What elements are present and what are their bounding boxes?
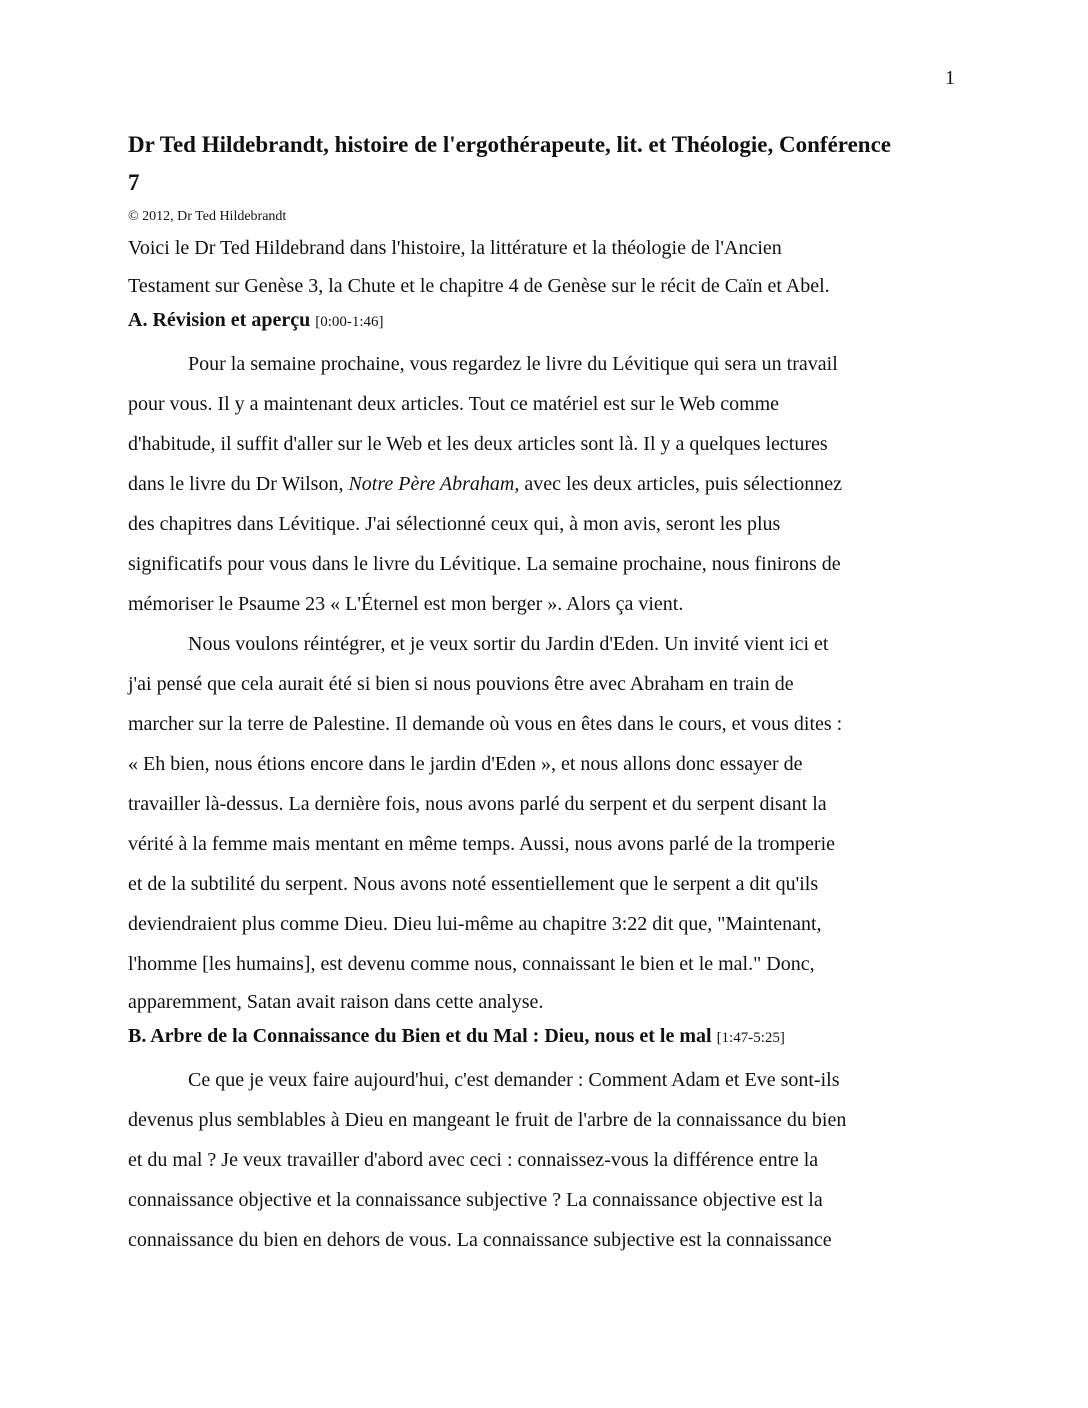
title-line: Dr Ted Hildebrandt, histoire de l'ergothérapeute, lit. et Théologie, Conférence [128,132,891,157]
paragraph [128,344,960,624]
intro-paragraph [128,228,960,304]
section-timestamp: [1:47-5:25] [716,1030,785,1046]
section-heading-a [128,304,960,338]
title-line: 7 [128,170,140,195]
text-line: j'ai pensé que cela aurait été si bien si nous pouvions être avec Abraham en train de [128,673,794,695]
paragraph [128,1060,960,1260]
section-title: B. Arbre de la Connaissance du Bien et du Mal : Dieu, nous et le mal [128,1025,712,1047]
text-line: « Eh bien, nous étions encore dans le jardin d'Eden », et nous allons donc essayer de [128,753,803,775]
document-title [128,126,960,202]
text-segment: dans le livre du Dr Wilson, [128,473,349,495]
text-line: deviendraient plus comme Dieu. Dieu lui-même au chapitre 3:22 dit que, "Maintenant, [128,913,822,935]
text-segment: avec les deux articles, puis sélectionnez [519,473,843,495]
text-line: Nous voulons réintégrer, et je veux sortir du Jardin d'Eden. Un invité vient ici et [188,633,829,655]
section-timestamp: [0:00-1:46] [315,314,384,330]
text-line: connaissance objective et la connaissance subjective ? La connaissance objective est la [128,1189,823,1211]
document-body [128,126,960,1260]
text-line [128,464,960,504]
text-line: Testament sur Genèse 3, la Chute et le chapitre 4 de Genèse sur le récit de Caïn et Abel. [128,275,830,297]
text-line: l'homme [les humains], est devenu comme nous, connaissant le bien et le mal." Donc, [128,953,815,975]
page-number: 1 [945,67,955,89]
text-line: devenus plus semblables à Dieu en mangeant le fruit de l'arbre de la connaissance du bien [128,1109,847,1131]
text-line: pour vous. Il y a maintenant deux articles. Tout ce matériel est sur le Web comme [128,393,780,415]
text-line: des chapitres dans Lévitique. J'ai sélectionné ceux qui, à mon avis, seront les plus [128,513,781,535]
text-line: apparemment, Satan avait raison dans cette analyse. [128,991,544,1013]
text-line: significatifs pour vous dans le livre du Lévitique. La semaine prochaine, nous finirons de [128,553,841,575]
text-line: Ce que je veux faire aujourd'hui, c'est demander : Comment Adam et Eve sont-ils [188,1069,840,1091]
text-line: travailler là-dessus. La dernière fois, nous avons parlé du serpent et du serpent disant la [128,793,827,815]
text-line: et de la subtilité du serpent. Nous avons noté essentiellement que le serpent a dit qu'ils [128,873,819,895]
copyright-notice: © 2012, Dr Ted Hildebrandt [128,209,287,224]
paragraph [128,624,960,1020]
text-line: vérité à la femme mais mentant en même temps. Aussi, nous avons parlé de la tromperie [128,833,836,855]
text-line: Pour la semaine prochaine, vous regardez le livre du Lévitique qui sera un travail [188,353,838,375]
section-heading-b [128,1020,960,1054]
text-line: et du mal ? Je veux travailler d'abord avec ceci : connaissez-vous la différence entre la [128,1149,819,1171]
text-line: d'habitude, il suffit d'aller sur le Web et les deux articles sont là. Il y a quelques lectures [128,433,828,455]
section-title: A. Révision et aperçu [128,309,311,331]
text-line: connaissance du bien en dehors de vous. La connaissance subjective est la connaissance [128,1229,832,1251]
text-line: marcher sur la terre de Palestine. Il demande où vous en êtes dans le cours, et vous dites : [128,713,843,735]
text-line: Voici le Dr Ted Hildebrand dans l'histoire, la littérature et la théologie de l'Ancien [128,237,782,259]
book-title: Notre Père Abraham, [348,473,520,495]
text-line: mémoriser le Psaume 23 « L'Éternel est mon berger ». Alors ça vient. [128,593,684,615]
